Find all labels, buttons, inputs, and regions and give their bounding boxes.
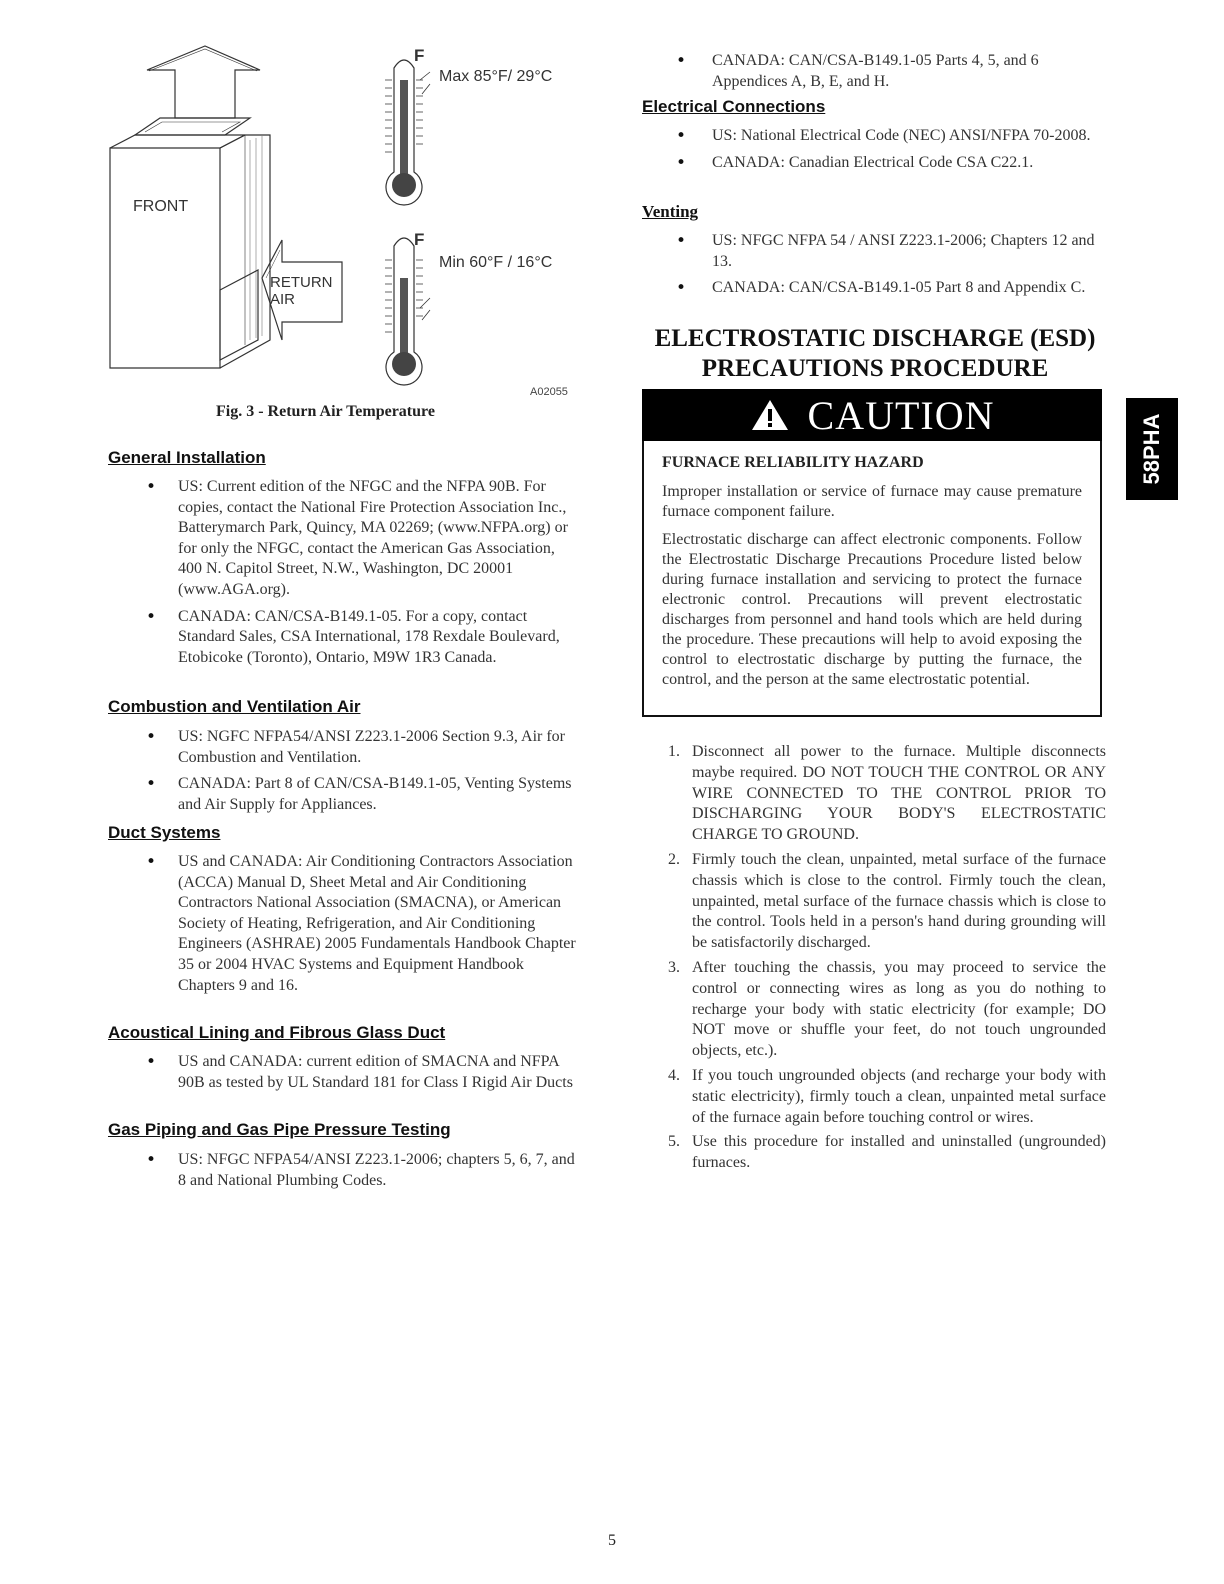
step-item [668,1066,1106,1128]
heading-acoustical-lining: Acoustical Lining and Fibrous Glass Duct [108,1023,446,1042]
esd-title-line-2: PRECAUTIONS PROCEDURE [701,355,1049,382]
heading-gas-piping: Gas Piping and Gas Pipe Pressure Testing [108,1120,451,1139]
min-temp-label: Min 60°F / 16°C [439,254,553,271]
supply-air-arrow [147,46,260,118]
venting-list [642,231,1106,305]
warning-triangle-icon [750,397,790,433]
model-side-tab [1126,398,1178,500]
caution-paragraph-1: Improper installation or service of furnace may cause premature furnace component failure. [662,483,1082,520]
return-label-line-2: AIR [270,291,296,308]
list-item: • CANADA: Part 8 of CAN/CSA-B149.1-05, Venting Systems and Air Supply for Appliances. [108,774,576,815]
caution-header [642,389,1102,441]
list-item: • US and CANADA: Air Conditioning Contractors Association (ACCA) Manual D, Sheet Metal and Air Conditioning Contractors National Association (SMACNA), or American Society of Heating, Refrigeration, and Air Conditioning Engineers (ASHRAE) 2005 Fundamentals Handbook Chapter 35 or 2004 HVAC Systems and Equipment Handbook Chapters 9 and 16. [108,852,576,996]
heading-duct-systems: Duct Systems [108,823,221,842]
heading-combustion-ventilation: Combustion and Ventilation Air [108,697,361,716]
esd-steps-list [668,742,1106,1178]
fahrenheit-unit-1: F [414,46,425,65]
step-item [668,850,1106,954]
list-item: • CANADA: CAN/CSA-B149.1-05 Part 8 and Appendix C. [642,278,1106,299]
esd-section-title [640,324,1110,384]
step-number: 3. [668,958,680,976]
list-item: • CANADA: Canadian Electrical Code CSA C22.1. [642,153,1106,174]
step-text: Disconnect all power to the furnace. Multiple disconnects maybe required. DO NOT TOUCH THE CONTROL OR ANY WIRE CONNECTED TO THE CONTROL PRIOR TO DISCHARGING YOUR BODY'S ELECTROSTATIC CHARGE TO GROUND. [692,743,1106,844]
step-item [668,958,1106,1062]
step-number: 2. [668,850,680,868]
page-number: 5 [608,1532,616,1549]
caution-paragraph-2: Electrostatic discharge can affect electronic components. Follow the Electrostatic Discharge Precautions Procedure listed below during furnace installation and servicing to protect the furnace electronic control. Precautions will prevent electrostatic discharges from personnel and hand tools which are held during the procedure. These precautions will help to avoid exposing the control to electrostatic discharge by putting the furnace, the control, and the person at the same electrostatic potential. [662,531,1082,688]
heading-electrical-connections: Electrical Connections [642,97,826,116]
model-tab-label: 58PHA [1139,413,1164,485]
electrical-list [642,126,1106,179]
step-text: Use this procedure for installed and uninstalled (ungrounded) furnaces. [692,1133,1106,1172]
canada-parts-list [642,51,1106,98]
list-item: • US: National Electrical Code (NEC) ANSI/NFPA 70-2008. [642,126,1106,147]
acoustical-list [108,1052,576,1099]
caution-body [662,454,1082,698]
step-item [668,742,1106,846]
step-number: 1. [668,743,680,760]
step-text: After touching the chassis, you may proceed to service the control or connecting wires as long as you do nothing to recharge your body with static electricity (for example; DO NOT move or shuffle your feet, do not touch ungrounded objects, etc.). [692,958,1106,1060]
step-item [668,1132,1106,1174]
figure-code: A02055 [530,386,568,398]
list-item: • US: NFGC NFPA 54 / ANSI Z223.1-2006; Chapters 12 and 13. [642,231,1106,272]
list-item: • US: Current edition of the NFGC and the NFPA 90B. For copies, contact the National Fire Protection Association Inc., Batterymarch Park, Quincy, MA 02269; (www.NFPA.org) or for only the NFGC, contact the American Gas Association, 400 N. Capitol Street, N.W., Washington, DC 20001 (www.AGA.org). [108,477,576,601]
return-air-label [270,274,333,308]
return-label-line-1: RETURN [270,274,333,291]
min-thermometer [385,238,430,385]
return-air-figure [100,40,580,400]
return-air-diagram [100,40,580,400]
combustion-list [108,727,576,821]
esd-title-line-1: ELECTROSTATIC DISCHARGE (ESD) [654,325,1096,352]
step-text: If you touch ungrounded objects (and recharge your body with static electricity), firmly touch a clean, unpainted metal surface of the furnace again before touching control or wires. [692,1066,1106,1126]
duct-list [108,852,576,1002]
fahrenheit-unit-2: F [414,230,425,249]
figure-caption: Fig. 3 - Return Air Temperature [216,403,435,420]
step-text: Firmly touch the clean, unpainted, metal surface of the furnace chassis which is close to the control. Firmly touch the clean, unpainted, metal surface of the furnace chassis which is close to the control. Tools held in a person's hand during grounding will be satisfactorily discharged. [692,850,1106,952]
list-item: • US: NFGC NFPA54/ANSI Z223.1-2006; chapters 5, 6, 7, and 8 and National Plumbing Codes. [108,1150,576,1191]
furnace-cabinet [110,135,270,368]
max-temp-label: Max 85°F/ 29°C [439,68,553,85]
hazard-title: FURNACE RELIABILITY HAZARD [662,454,924,471]
front-label: FRONT [133,198,189,215]
step-number: 4. [668,1066,680,1084]
step-number: 5. [668,1133,680,1151]
gas-piping-list [108,1150,576,1197]
max-thermometer [385,60,430,205]
list-item: • US and CANADA: current edition of SMACNA and NFPA 90B as tested by UL Standard 181 for Class I Rigid Air Ducts [108,1052,576,1093]
heading-general-installation: General Installation [108,448,266,467]
general-installation-list [108,477,576,674]
list-item: • CANADA: CAN/CSA-B149.1-05. For a copy, contact Standard Sales, CSA International, 178 Rexdale Boulevard, Etobicoke (Toronto), Ontario, M9W 1R3 Canada. [108,607,576,669]
heading-venting: Venting [642,202,699,221]
list-item: • CANADA: CAN/CSA-B149.1-05 Parts 4, 5, and 6 Appendices A, B, E, and H. [642,51,1106,92]
list-item: • US: NGFC NFPA54/ANSI Z223.1-2006 Section 9.3, Air for Combustion and Ventilation. [108,727,576,768]
caution-label: CAUTION [807,392,995,438]
